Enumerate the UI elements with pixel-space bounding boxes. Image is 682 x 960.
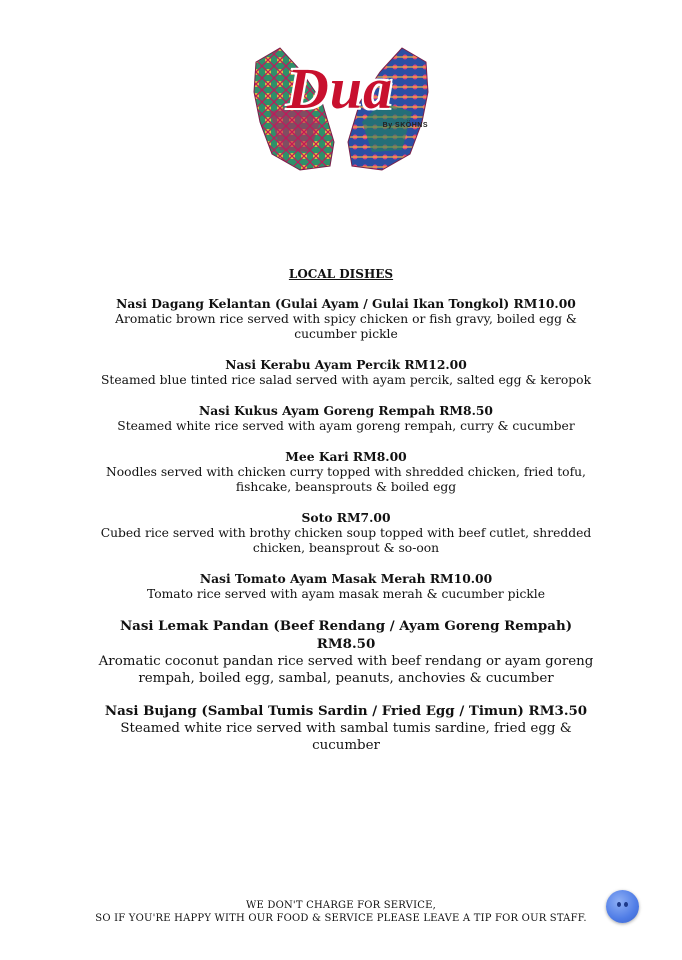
dish-description: Noodles served with chicken curry topped with shredded chicken, fried tofu, fishcake, beansprouts & boiled egg bbox=[106, 465, 586, 494]
dish-description: Steamed blue tinted rice salad served with ayam percik, salted egg & keropok bbox=[100, 373, 592, 387]
restaurant-logo bbox=[250, 42, 432, 174]
dish-name: Nasi Dagang Kelantan (Gulai Ayam / Gulai Ikan Tongkol) RM10.00 bbox=[116, 296, 576, 311]
menu-list bbox=[90, 296, 602, 769]
tip-notice bbox=[0, 899, 682, 925]
dish-description: Tomato rice served with ayam masak merah & cucumber pickle bbox=[146, 587, 546, 601]
menu-item bbox=[90, 403, 602, 434]
dish-name: Nasi Kukus Ayam Goreng Rempah RM8.50 bbox=[198, 403, 493, 418]
dish-name: Nasi Lemak Pandan (Beef Rendang / Ayam Goreng Rempah) RM8.50 bbox=[119, 618, 573, 652]
dish-name: Nasi Tomato Ayam Masak Merah RM10.00 bbox=[199, 571, 493, 586]
section-title: LOCAL DISHES bbox=[288, 267, 394, 281]
dish-description: Aromatic brown rice served with spicy chicken or fish gravy, boiled egg & cucumber pickle bbox=[115, 312, 577, 341]
tip-notice-line-1: WE DON'T CHARGE FOR SERVICE, bbox=[246, 900, 436, 911]
logo-byline: By SKÖHNS bbox=[382, 122, 428, 129]
dish-name: Mee Kari RM8.00 bbox=[285, 449, 407, 464]
dish-name: Nasi Bujang (Sambal Tumis Sardin / Fried Egg / Timun) RM3.50 bbox=[104, 703, 588, 719]
dish-description: Steamed white rice served with sambal tumis sardine, fried egg & cucumber bbox=[120, 721, 572, 753]
menu-item bbox=[90, 617, 602, 687]
dish-name: Nasi Kerabu Ayam Percik RM12.00 bbox=[225, 357, 467, 372]
menu-item bbox=[90, 357, 602, 388]
tip-notice-line-2: SO IF YOU'RE HAPPY WITH OUR FOOD & SERVICE PLEASE LEAVE A TIP FOR OUR STAFF. bbox=[95, 913, 587, 924]
menu-item bbox=[90, 702, 602, 754]
chat-bubble-eye-left bbox=[617, 902, 621, 907]
dish-description: Steamed white rice served with ayam goreng rempah, curry & cucumber bbox=[117, 419, 575, 433]
logo-wordmark: Dua bbox=[286, 56, 394, 121]
dish-description: Aromatic coconut pandan rice served with beef rendang or ayam goreng rempah, boiled egg, sambal, peanuts, anchovies & cucumber bbox=[98, 654, 594, 686]
chat-bubble-icon[interactable] bbox=[606, 890, 639, 923]
menu-item bbox=[90, 510, 602, 556]
dish-description: Cubed rice served with brothy chicken soup topped with beef cutlet, shredded chicken, beansprout & so-oon bbox=[100, 526, 592, 555]
menu-item bbox=[90, 449, 602, 495]
menu-item bbox=[90, 571, 602, 602]
menu-item bbox=[90, 296, 602, 342]
dish-name: Soto RM7.00 bbox=[301, 510, 391, 525]
chat-bubble-eye-right bbox=[624, 902, 628, 907]
